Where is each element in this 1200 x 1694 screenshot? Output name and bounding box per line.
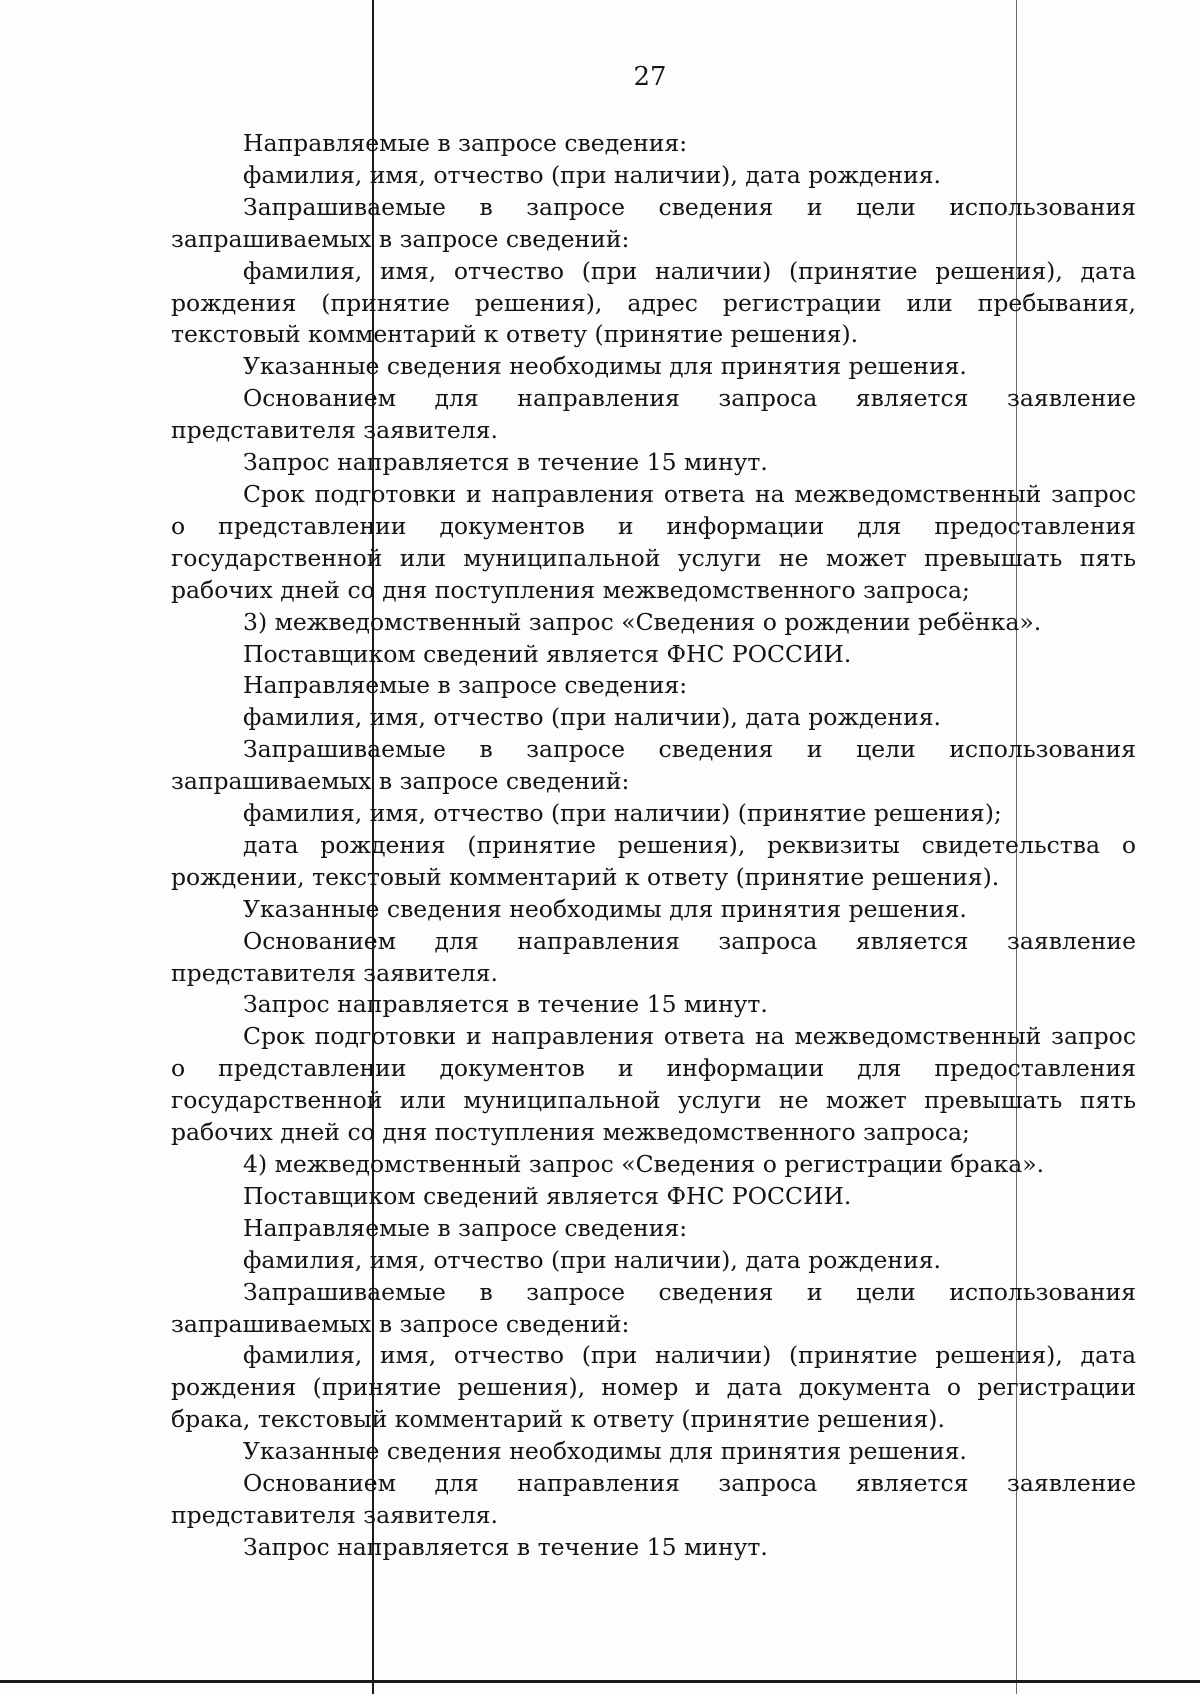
paragraph: Указанные сведения необходимы для принятия решения. — [243, 352, 967, 381]
paragraph: Запрашиваемые в запросе сведения и цели использования запрашиваемых в запросе сведений: — [171, 192, 1136, 253]
scan-artifact-bottom-line — [0, 1680, 1200, 1683]
paragraph: Запрос направляется в течение 15 минут. — [243, 448, 768, 477]
paragraph: Срок подготовки и направления ответа на межведомственный запрос о представлении документов и информации для предоставления государственной или муниципальной услуги не может превышать пять рабочих дней со дня поступления межведомственного запроса; — [171, 479, 1136, 604]
list-item-heading: 3) межведомственный запрос «Сведения о рождении ребёнка». — [243, 607, 1042, 636]
paragraph: фамилия, имя, отчество (при наличии), дата рождения. — [243, 160, 942, 189]
paragraph: Запрашиваемые в запросе сведения и цели использования запрашиваемых в запросе сведений: — [171, 1277, 1136, 1338]
paragraph: Срок подготовки и направления ответа на межведомственный запрос о представлении документов и информации для предоставления государственной или муниципальной услуги не может превышать пять рабочих дней со дня поступления межведомственного запроса; — [171, 1022, 1136, 1147]
paragraph: Направляемые в запросе сведения: — [243, 129, 688, 157]
paragraph: Запрос направляется в течение 15 минут. — [243, 990, 768, 1019]
page-number: 27 — [633, 62, 667, 92]
paragraph: фамилия, имя, отчество (при наличии), дата рождения. — [243, 703, 942, 732]
paragraph: Основанием для направления запроса является заявление представителя заявителя. — [171, 384, 1136, 445]
document-body — [171, 128, 1136, 1564]
list-item-heading: 4) межведомственный запрос «Сведения о регистрации брака». — [243, 1150, 1045, 1178]
paragraph: Поставщиком сведений является ФНС РОССИИ. — [243, 1181, 852, 1210]
paragraph: фамилия, имя, отчество (при наличии) (принятие решения); — [243, 799, 1002, 828]
paragraph: Основанием для направления запроса является заявление представителя заявителя. — [171, 1469, 1136, 1529]
paragraph: фамилия, имя, отчество (при наличии) (принятие решения), дата рождения (принятие решения), адрес регистрации или пребывания, текстовый комментарий к ответу (принятие решения). — [171, 256, 1136, 349]
paragraph: Основанием для направления запроса является заявление представителя заявителя. — [171, 926, 1136, 987]
paragraph: Указанные сведения необходимы для принятия решения. — [243, 894, 967, 923]
paragraph: Поставщиком сведений является ФНС РОССИИ. — [243, 639, 852, 668]
paragraph: Направляемые в запросе сведения: — [243, 671, 688, 700]
paragraph: фамилия, имя, отчество (при наличии), дата рождения. — [243, 1245, 942, 1274]
paragraph: фамилия, имя, отчество (при наличии) (принятие решения), дата рождения (принятие решения), номер и дата документа о регистрации брака, текстовый комментарий к ответу (принятие решения). — [171, 1341, 1136, 1434]
paragraph: Направляемые в запросе сведения: — [243, 1213, 688, 1242]
paragraph: Указанные сведения необходимы для принятия решения. — [243, 1437, 967, 1466]
paragraph: дата рождения (принятие решения), реквизиты свидетельства о рождении, текстовый комментарий к ответу (принятие решения). — [171, 830, 1136, 891]
paragraph: Запрашиваемые в запросе сведения и цели использования запрашиваемых в запросе сведений: — [171, 735, 1136, 796]
paragraph: Запрос направляется в течение 15 минут. — [243, 1532, 768, 1561]
